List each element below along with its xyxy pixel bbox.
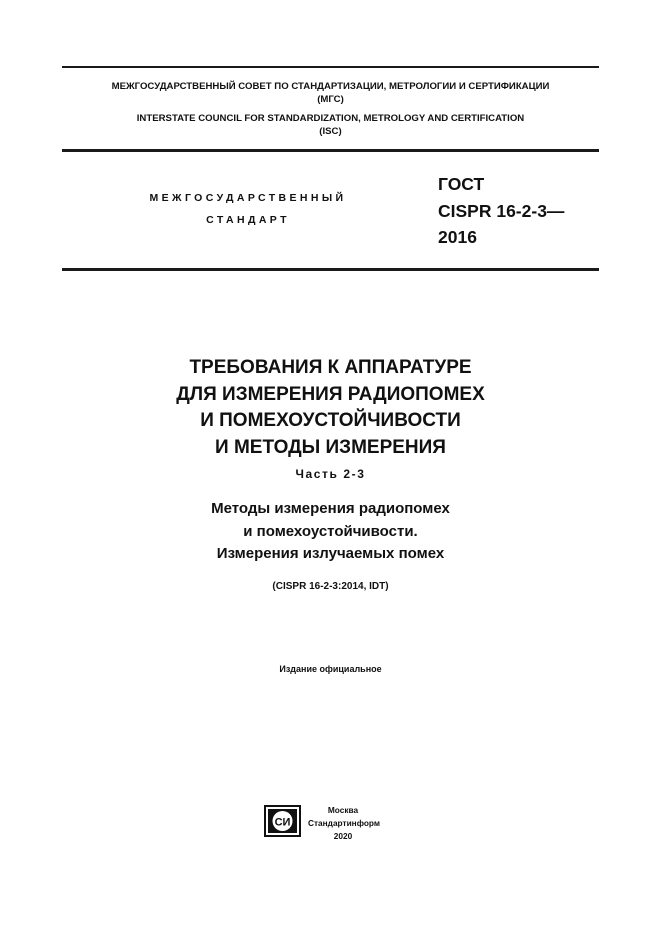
publisher-name: Стандартинформ — [308, 818, 381, 828]
top-rule — [62, 66, 599, 68]
part-label: Часть 2-3 — [295, 467, 366, 481]
council-ru-name: МЕЖГОСУДАРСТВЕННЫЙ СОВЕТ ПО СТАНДАРТИЗАЦИИ, МЕТРОЛОГИИ И СЕРТИФИКАЦИИ — [111, 81, 550, 92]
gost-year: 2016 — [438, 227, 477, 247]
edition-note: Издание официальное — [279, 664, 382, 674]
council-en-name: INTERSTATE COUNCIL FOR STANDARDIZATION, METROLOGY AND CERTIFICATION — [136, 113, 525, 124]
title-line1: ТРЕБОВАНИЯ К АППАРАТУРЕ — [189, 357, 472, 378]
council-ru-abbr: (МГС) — [317, 94, 344, 105]
document-subtitle — [62, 498, 599, 566]
standard-type-line2: СТАНДАРТ — [206, 214, 290, 226]
title-line2: ДЛЯ ИЗМЕРЕНИЯ РАДИОПОМЕХ — [176, 383, 485, 405]
gost-number: CISPR 16-2-3— — [438, 200, 565, 221]
council-en — [62, 112, 599, 138]
title-line4: И МЕТОДЫ ИЗМЕРЕНИЯ — [215, 436, 446, 458]
publisher-year: 2020 — [333, 831, 353, 841]
subtitle-line2: и помехоустойчивости. — [243, 522, 418, 540]
gost-designation — [438, 171, 564, 251]
title-line3: И ПОМЕХОУСТОЙЧИВОСТИ — [200, 410, 461, 431]
council-ru — [62, 80, 599, 106]
cispr-reference: (CISPR 16-2-3:2014, IDT) — [272, 581, 389, 592]
publisher-city: Москва — [327, 805, 359, 815]
standartinform-logo-icon — [264, 805, 301, 837]
subtitle-line1: Методы измерения радиопомех — [211, 500, 450, 517]
council-en-abbr: (ISC) — [319, 126, 342, 137]
document-title — [62, 355, 599, 461]
standard-type — [62, 187, 434, 231]
logo-text: СИ — [274, 816, 291, 829]
subtitle-line3: Измерения излучаемых помех — [216, 545, 445, 562]
council-rule — [62, 149, 599, 152]
gost-prefix: ГОСТ — [438, 174, 485, 194]
publisher-info — [308, 804, 381, 843]
header-bottom-rule — [62, 268, 599, 271]
standard-type-line1: МЕЖГОСУДАРСТВЕННЫЙ — [149, 192, 347, 204]
